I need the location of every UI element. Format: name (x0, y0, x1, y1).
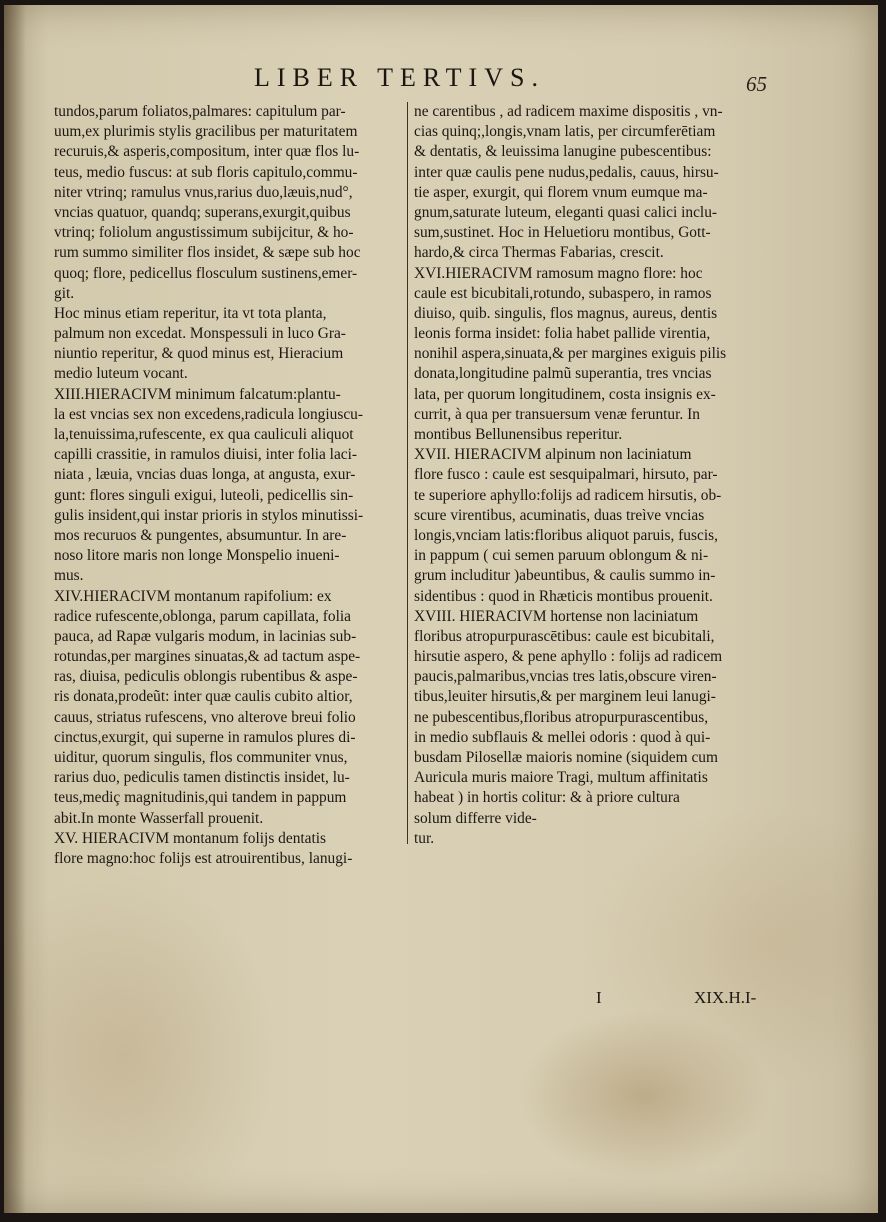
left-column-line: XV. HIERACIVM montanum folijs dentatis (54, 829, 327, 847)
left-column-line: gunt: flores singuli exigui, luteoli, pedicellis sin- (54, 486, 354, 504)
book-page (4, 5, 878, 1213)
right-column-line: lata, per quorum longitudinem, costa insignis ex- (414, 385, 716, 403)
left-column-line: cinctus,exurgit, qui superne in ramulos plures di- (54, 728, 356, 746)
left-column-line: quoq; flore, pedicellus flosculum sustinens,emer- (54, 264, 358, 282)
right-column-line: busdam Pilosellæ maioris nomine (siquidem cum (414, 749, 718, 766)
right-column-line: habeat ) in hortis colitur: & à priore cultura (414, 789, 680, 807)
right-column (414, 102, 770, 849)
left-column-line: uum,ex plurimis stylis gracilibus per maturitatem (54, 123, 358, 141)
right-column-line: grum includitur )abeuntibus, & caulis summo in- (414, 567, 716, 585)
page-gutter-shadow (4, 5, 26, 1213)
right-column-line: paucis,palmaribus,vncias tres latis,obscure viren- (414, 668, 717, 686)
right-column-line: floribus atropurpurascētibus: caule est bicubitali, (414, 627, 715, 645)
left-column-line: la est vncias sex non excedens,radicula longiuscu- (54, 405, 363, 423)
right-column-line: flore fusco : caule est sesquipalmari, hirsuto, par- (414, 466, 718, 484)
column-divider (407, 102, 408, 844)
left-column-line: capilli crassitie, in ramulos diuisi, inter folia laci- (54, 446, 358, 464)
left-column-line: teus,mediç magnitudinis,qui tandem in pappum (54, 789, 347, 807)
left-column-line: rum summo similiter flos insidet, & sæpe sub hoc (54, 244, 361, 262)
left-column-line: niter vtrinq; ramulus vnus,rarius duo,læuis,nud°, (54, 183, 353, 201)
right-column-line: leonis forma insidet: folia habet pallide virentia, (414, 325, 711, 343)
right-column-line: te superiore aphyllo:folijs ad radicem hirsutis, ob- (414, 486, 722, 504)
left-column-line: tundos,parum foliatos,palmares: capitulum par- (54, 103, 346, 120)
right-column-line: scure virentibus, acuminatis, duas treìve vncias (414, 506, 705, 524)
right-column-line: solum differre vide- (414, 809, 537, 827)
left-column-line: XIV.HIERACIVM montanum rapifolium: ex (54, 587, 332, 605)
left-column-line: vtrinq; foliolum angustissimum subijcitur, & ho- (54, 224, 354, 242)
left-column-line: medio luteum vocant. (54, 365, 188, 383)
left-column-line: pauca, ad Rapæ vulgaris modum, in lacinias sub- (54, 627, 357, 645)
left-column-line: rarius duo, pediculis tamen distinctis insidet, lu- (54, 769, 350, 787)
right-column-line: & dentatis, & leuissima lanugine pubescentibus: (414, 143, 712, 161)
left-column-line: git. (54, 284, 75, 302)
left-column-line: la,tenuissima,rufescente, ex qua cauliculi aliquot (54, 426, 354, 443)
right-column-line: XVI.HIERACIVM ramosum magno flore: hoc (414, 264, 703, 282)
left-column-line: ras, diuisa, pediculis oblongis rubentibus & aspe- (54, 668, 358, 686)
right-column-line: hardo,& circa Thermas Fabarias, crescit. (414, 244, 664, 262)
right-column-line: in pappum ( cui semen paruum oblongum & ni- (414, 547, 709, 565)
right-column-line: Auricula muris maiore Tragi, multum affinitatis (414, 769, 708, 787)
right-column-line: donata,longitudine palmũ superantia, tres vncias (414, 365, 712, 383)
left-column-line: palmum non excedat. Monspessuli in luco Gra- (54, 325, 346, 343)
left-column-line: recuruis,& asperis,compositum, inter quæ flos lu- (54, 143, 360, 161)
left-column-line: flore magno:hoc folijs est atrouirentibus, lanugi- (54, 849, 353, 867)
left-column-line: radice rufescente,oblonga, parum capillata, folia (54, 607, 351, 625)
right-column-line: currit, à qua per transuersum venæ feruntur. In (414, 405, 700, 423)
right-column-line: cias quinq;,longis,vnam latis, per circumferētiam (414, 123, 716, 141)
left-column-line: niata , læuia, vncias duas longa, at angusta, exur- (54, 466, 356, 484)
right-column-line: caule est bicubitali,rotundo, subaspero, in ramos (414, 284, 712, 302)
right-column-line: inter quæ caulis pene nudus,pedalis, cauus, hirsu- (414, 163, 719, 181)
left-column-line: cauus, striatus rufescens, vno alterove breui folio (54, 708, 356, 726)
right-column-line: XVIII. HIERACIVM hortense non laciniatum (414, 607, 699, 625)
right-column-line: montibus Bellunensibus reperitur. (414, 426, 623, 443)
left-column-line: vncias quatuor, quandq; superans,exurgit,quibus (54, 203, 351, 221)
page-number: 65 (746, 72, 767, 96)
left-column-line: mus. (54, 567, 84, 585)
left-column-line: Hoc minus etiam reperitur, ita vt tota planta, (54, 304, 327, 322)
right-column-line: in medio subflauis & mellei odoris : quod à qui- (414, 728, 711, 746)
right-column-line: gnum,saturate luteum, eleganti quasi calici inclu- (414, 203, 718, 221)
right-column-line: tie asper, exurgit, qui florem vnum eumque ma- (414, 183, 708, 201)
catchword: XIX.H.I- (694, 988, 757, 1007)
right-column-line: hirsutie aspero, & pene aphyllo : folijs ad radicem (414, 648, 723, 666)
left-column-line: abit.In monte Wasserfall prouenit. (54, 809, 264, 827)
running-title: LIBER TERTIVS. (254, 63, 545, 92)
left-column (54, 102, 399, 869)
signature-mark: I (596, 988, 602, 1007)
left-column-line: noso litore maris non longe Monspelio inueni- (54, 547, 340, 565)
right-column-line: sidentibus : quod in Rhæticis montibus prouenit. (414, 587, 713, 605)
right-column-line: nonihil aspera,sinuata,& per margines exiguis pilis (414, 345, 727, 363)
left-column-line: uiditur, quorum singulis, flos communiter vnus, (54, 749, 348, 766)
right-column-line: sum,sustinet. Hoc in Heluetioru montibus, Gott- (414, 224, 711, 242)
left-column-line: XIII.HIERACIVM minimum falcatum:plantu- (54, 385, 341, 403)
left-column-line: rotundas,per margines sinuatas,& ad tactum aspe- (54, 648, 361, 666)
left-column-line: gulis insident,qui instar prioris in stylos minutissi- (54, 506, 364, 524)
right-column-line: tur. (414, 829, 435, 847)
right-column-line: ne carentibus , ad radicem maxime dispositis , vn- (414, 103, 723, 120)
right-column-line: longis,vnciam latis:floribus aliquot paruis, fuscis, (414, 526, 718, 544)
left-column-line: mos recuruos & pungentes, absumuntur. In are- (54, 526, 347, 544)
right-column-line: tibus,leuiter hirsutis,& per marginem leui lanugi- (414, 688, 716, 706)
right-column-line: diuiso, quib. singulis, flos magnus, aureus, dentis (414, 304, 718, 322)
left-column-line: ris donata,prodeũt: inter quæ caulis cubito altior, (54, 688, 353, 706)
right-column-line: XVII. HIERACIVM alpinum non laciniatum (414, 446, 692, 464)
left-column-line: teus, medio fuscus: at sub floris capitulo,commu- (54, 163, 358, 181)
left-column-line: niuntio reperitur, & quod minus est, Hieracium (54, 345, 344, 363)
right-column-line: ne pubescentibus,floribus atropurpurascentibus, (414, 708, 709, 726)
